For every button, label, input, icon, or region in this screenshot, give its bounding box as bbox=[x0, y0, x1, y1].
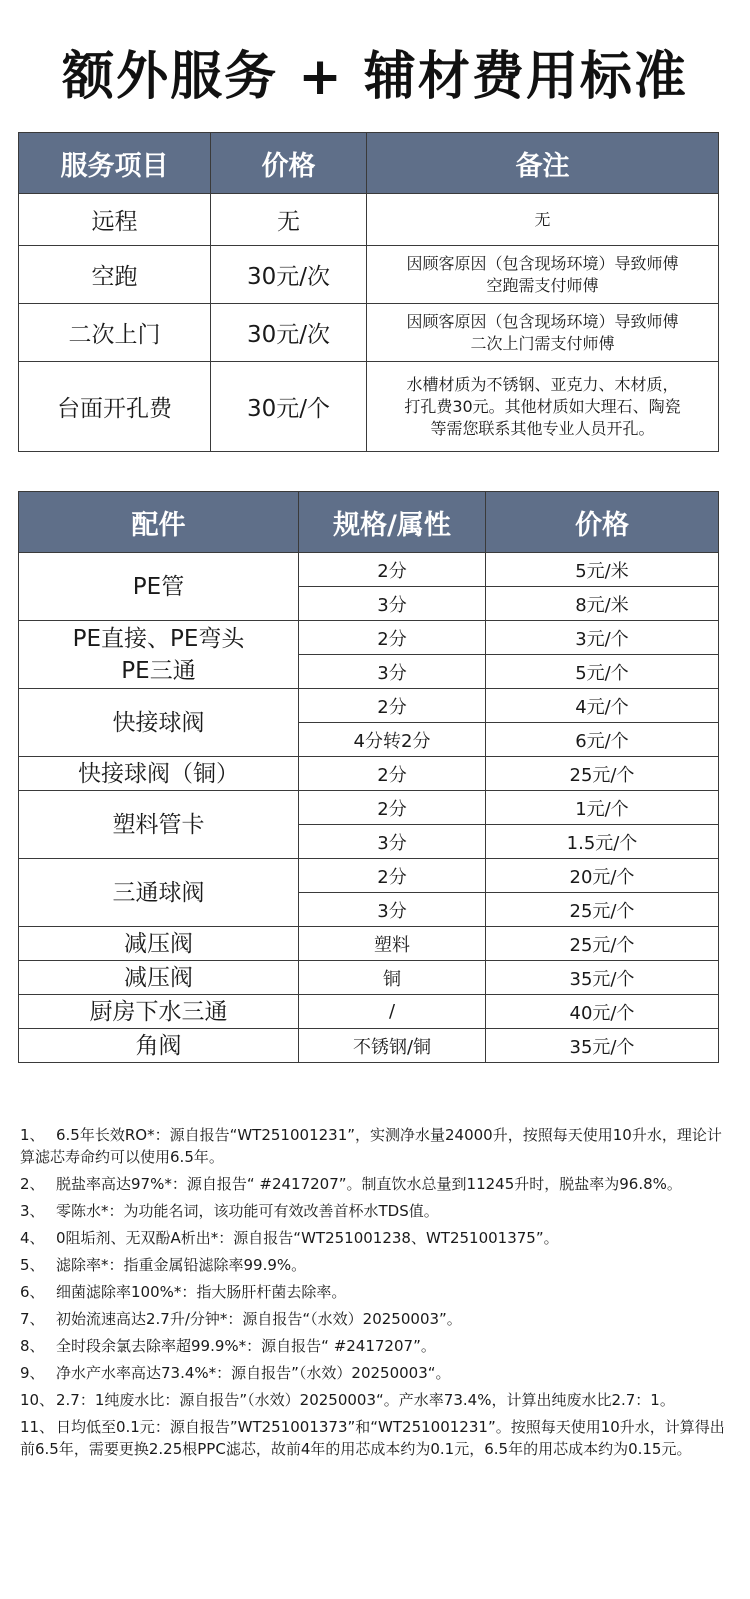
parts-row bbox=[19, 1029, 719, 1063]
footnote-item bbox=[20, 1254, 732, 1276]
part-price: 35元/个 bbox=[486, 961, 719, 995]
footnote-text: 日均低至0.1元：源自报告”WT251001373”和“WT251001231”。按照每天使用10升水，计算得出前6.5年，需要更换2.25根PPC滤芯，故前4年的用芯成本约为0.1元，6.5年的用芯成本约为0.15元。 bbox=[20, 1418, 725, 1458]
footnote-text: 2.7：1纯废水比：源自报告”（水效）20250003“。产水率73.4%，计算出纯废水比2.7：1。 bbox=[56, 1391, 675, 1409]
service-note-line: 无 bbox=[534, 209, 551, 229]
part-name-line: 快接球阀 bbox=[112, 709, 205, 736]
parts-row bbox=[19, 859, 719, 893]
service-header-cell: 服务项目 bbox=[19, 133, 211, 194]
parts-header-cell: 配件 bbox=[19, 492, 299, 553]
service-header-cell: 价格 bbox=[211, 133, 367, 194]
footnote-item bbox=[20, 1416, 732, 1460]
footnote-number: 4、 bbox=[20, 1229, 45, 1247]
part-price: 20元/个 bbox=[486, 859, 719, 893]
part-spec: 3分 bbox=[299, 825, 486, 859]
part-price: 35元/个 bbox=[486, 1029, 719, 1063]
footnotes bbox=[20, 1124, 732, 1465]
parts-fee-table bbox=[18, 491, 719, 1063]
service-note-line: 因顾客原因（包含现场环境）导致师傅 bbox=[406, 311, 679, 331]
part-price: 40元/个 bbox=[486, 995, 719, 1029]
part-spec: 2分 bbox=[299, 791, 486, 825]
part-spec: 塑料 bbox=[299, 927, 486, 961]
service-note-line: 打孔费30元。其他材质如大理石、陶瓷 bbox=[404, 396, 681, 416]
service-note bbox=[367, 362, 719, 452]
page-title: 额外服务 + 辅材费用标准 bbox=[62, 47, 688, 107]
footnote-number: 5、 bbox=[20, 1256, 45, 1274]
part-name bbox=[19, 621, 299, 689]
part-spec: 2分 bbox=[299, 689, 486, 723]
part-price: 6元/个 bbox=[486, 723, 719, 757]
parts-row bbox=[19, 553, 719, 587]
part-name-line: 减压阀 bbox=[124, 964, 193, 991]
footnote-item bbox=[20, 1173, 732, 1195]
part-price: 25元/个 bbox=[486, 927, 719, 961]
part-price: 4元/个 bbox=[486, 689, 719, 723]
part-price: 25元/个 bbox=[486, 757, 719, 791]
footnote-text: 零陈水*：为功能名词，该功能可有效改善首杯水TDS值。 bbox=[56, 1202, 439, 1220]
footnote-number: 11、 bbox=[20, 1418, 55, 1436]
part-spec: 不锈钢/铜 bbox=[299, 1029, 486, 1063]
footnote-number: 9、 bbox=[20, 1364, 45, 1382]
footnote-text: 全时段余氯去除率超99.9%*：源自报告“ #2417207”。 bbox=[56, 1337, 436, 1355]
part-price: 25元/个 bbox=[486, 893, 719, 927]
service-note bbox=[367, 194, 719, 246]
footnote-text: 脱盐率高达97%*：源自报告“ #2417207”。制直饮水总量到11245升时，脱盐率为96.8%。 bbox=[56, 1175, 682, 1193]
footnote-number: 6、 bbox=[20, 1283, 45, 1301]
service-row bbox=[19, 304, 719, 362]
footnote-text: 0阻垢剂、无双酚A析出*：源自报告“WT251001238、WT251001375”。 bbox=[56, 1229, 559, 1247]
footnote-number: 3、 bbox=[20, 1202, 45, 1220]
part-spec: 2分 bbox=[299, 757, 486, 791]
part-spec: 3分 bbox=[299, 655, 486, 689]
part-name-line: 快接球阀（铜） bbox=[78, 760, 239, 787]
footnote-item bbox=[20, 1335, 732, 1357]
part-name-line: 塑料管卡 bbox=[112, 811, 205, 838]
parts-row bbox=[19, 791, 719, 825]
service-item: 台面开孔费 bbox=[19, 362, 211, 452]
footnote-item bbox=[20, 1200, 732, 1222]
parts-row bbox=[19, 621, 719, 655]
part-name bbox=[19, 791, 299, 859]
part-spec: 2分 bbox=[299, 553, 486, 587]
part-price: 1.5元/个 bbox=[486, 825, 719, 859]
part-name-line: PE三通 bbox=[121, 657, 196, 684]
footnote-item bbox=[20, 1124, 732, 1168]
footnote-text: 细菌滤除率100%*：指大肠肝杆菌去除率。 bbox=[56, 1283, 347, 1301]
footnote-number: 8、 bbox=[20, 1337, 45, 1355]
footnote-text: 6.5年长效RO*：源自报告“WT251001231”，实测净水量24000升，按照每天使用10升水，理论计算滤芯寿命约可以使用6.5年。 bbox=[20, 1126, 722, 1166]
part-name bbox=[19, 757, 299, 791]
service-note bbox=[367, 304, 719, 362]
footnote-item bbox=[20, 1362, 732, 1384]
parts-header-row bbox=[19, 492, 719, 553]
footnote-number: 10、 bbox=[20, 1391, 55, 1409]
service-row bbox=[19, 194, 719, 246]
service-note bbox=[367, 246, 719, 304]
part-name bbox=[19, 553, 299, 621]
part-name-line: 三通球阀 bbox=[112, 879, 205, 906]
parts-row bbox=[19, 927, 719, 961]
service-header-cell: 备注 bbox=[367, 133, 719, 194]
part-name bbox=[19, 1029, 299, 1063]
parts-header-cell: 规格/属性 bbox=[299, 492, 486, 553]
part-price: 1元/个 bbox=[486, 791, 719, 825]
part-spec: / bbox=[299, 995, 486, 1029]
part-name-line: PE管 bbox=[132, 573, 185, 600]
part-name bbox=[19, 689, 299, 757]
part-name-line: PE直接、PE弯头 bbox=[72, 625, 245, 652]
parts-row bbox=[19, 995, 719, 1029]
service-price: 30元/次 bbox=[211, 304, 367, 362]
service-row bbox=[19, 362, 719, 452]
service-note-line: 因顾客原因（包含现场环境）导致师傅 bbox=[406, 253, 679, 273]
part-spec: 4分转2分 bbox=[299, 723, 486, 757]
footnote-item bbox=[20, 1281, 732, 1303]
footnote-item bbox=[20, 1389, 732, 1411]
parts-header-cell: 价格 bbox=[486, 492, 719, 553]
parts-row bbox=[19, 961, 719, 995]
part-name bbox=[19, 995, 299, 1029]
parts-row bbox=[19, 689, 719, 723]
service-price: 30元/个 bbox=[211, 362, 367, 452]
part-price: 3元/个 bbox=[486, 621, 719, 655]
part-spec: 2分 bbox=[299, 621, 486, 655]
service-fee-table bbox=[18, 132, 719, 452]
service-item: 二次上门 bbox=[19, 304, 211, 362]
footnote-number: 2、 bbox=[20, 1175, 45, 1193]
service-note-line: 二次上门需支付师傅 bbox=[470, 333, 615, 353]
part-spec: 3分 bbox=[299, 587, 486, 621]
service-item: 空跑 bbox=[19, 246, 211, 304]
part-name-line: 角阀 bbox=[135, 1032, 182, 1059]
part-name bbox=[19, 961, 299, 995]
service-note-line: 等需您联系其他专业人员开孔。 bbox=[430, 418, 655, 438]
part-spec: 3分 bbox=[299, 893, 486, 927]
footnote-item bbox=[20, 1227, 732, 1249]
footnote-text: 净水产水率高达73.4%*：源自报告”（水效）20250003“。 bbox=[56, 1364, 451, 1382]
service-note-line: 空跑需支付师傅 bbox=[486, 275, 599, 295]
service-price: 30元/次 bbox=[211, 246, 367, 304]
footnote-number: 1、 bbox=[20, 1126, 45, 1144]
footnote-item bbox=[20, 1308, 732, 1330]
service-header-row bbox=[19, 133, 719, 194]
part-spec: 2分 bbox=[299, 859, 486, 893]
service-note-line: 水槽材质为不锈钢、亚克力、木材质， bbox=[406, 374, 679, 394]
part-name bbox=[19, 927, 299, 961]
part-name bbox=[19, 859, 299, 927]
part-spec: 铜 bbox=[299, 961, 486, 995]
service-item: 远程 bbox=[19, 194, 211, 246]
part-price: 5元/个 bbox=[486, 655, 719, 689]
part-price: 8元/米 bbox=[486, 587, 719, 621]
part-name-line: 厨房下水三通 bbox=[89, 998, 228, 1025]
service-price: 无 bbox=[211, 194, 367, 246]
parts-row bbox=[19, 757, 719, 791]
footnote-text: 滤除率*：指重金属铅滤除率99.9%。 bbox=[56, 1256, 307, 1274]
service-row bbox=[19, 246, 719, 304]
part-name-line: 减压阀 bbox=[124, 930, 193, 957]
footnote-text: 初始流速高达2.7升/分钟*：源自报告“（水效）20250003”。 bbox=[56, 1310, 462, 1328]
part-price: 5元/米 bbox=[486, 553, 719, 587]
footnote-number: 7、 bbox=[20, 1310, 45, 1328]
